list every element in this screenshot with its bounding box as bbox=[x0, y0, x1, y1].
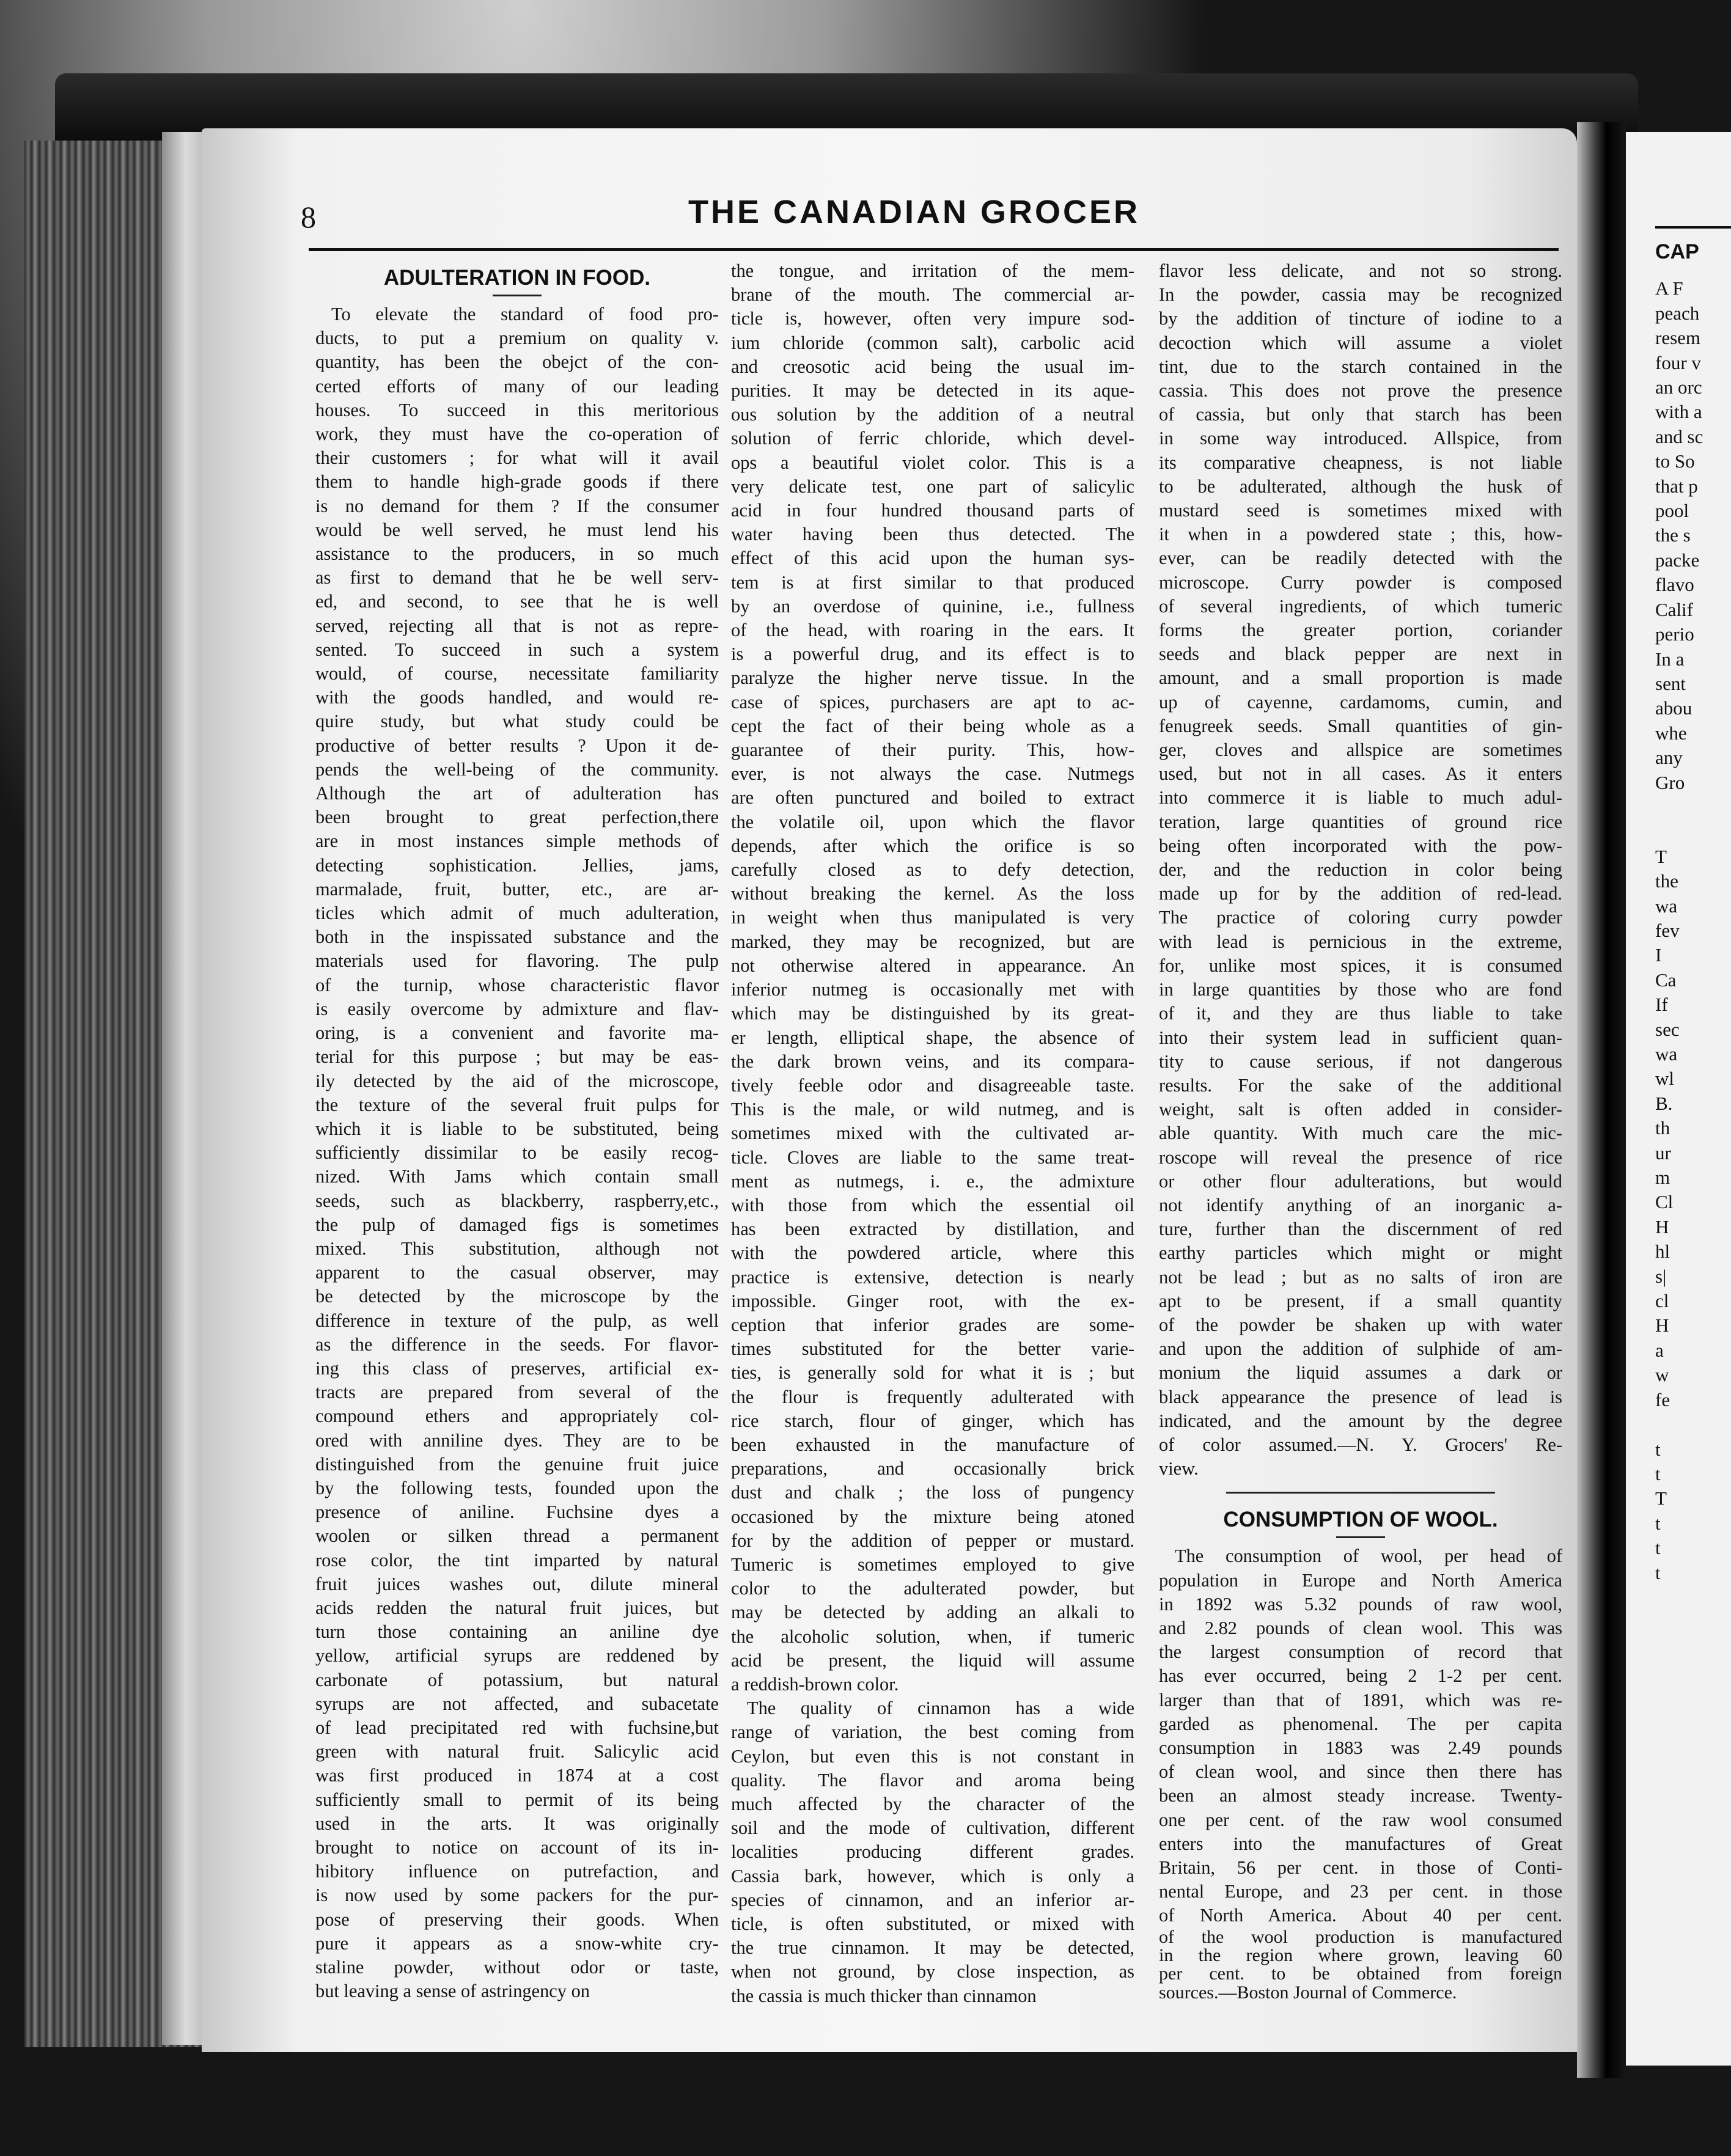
adjacent-page-line: H bbox=[1655, 1216, 1669, 1238]
adjacent-page-line: w bbox=[1655, 1364, 1669, 1386]
text-line: and 2.82 pounds of clean wool. This was bbox=[1159, 1617, 1562, 1638]
column-2-text bbox=[731, 259, 1134, 2008]
adjacent-page-line: wa bbox=[1655, 1043, 1678, 1065]
page-number: 8 bbox=[301, 200, 316, 234]
adjacent-page-line: that p bbox=[1655, 475, 1698, 497]
text-line: ever, can be readily detected with the bbox=[1159, 548, 1562, 569]
text-line: the largest consumption of record that bbox=[1159, 1641, 1562, 1663]
text-line: ticle is, however, often very impure sod- bbox=[731, 308, 1134, 329]
text-line: of clean wool, and since then there has bbox=[1159, 1761, 1562, 1783]
adjacent-page-line: ur bbox=[1655, 1142, 1671, 1164]
text-line: carbonate of potassium, but natural bbox=[315, 1669, 719, 1690]
text-line: ily detected by the aid of the microscope, bbox=[315, 1070, 719, 1091]
text-line: very delicate test, one part of salicylic bbox=[731, 475, 1134, 497]
text-line: is no demand for them ? If the consumer bbox=[315, 495, 719, 516]
text-line: mixed. This substitution, although not bbox=[315, 1238, 719, 1259]
text-line: acids redden the natural fruit juices, but bbox=[315, 1597, 719, 1618]
masthead-title: THE CANADIAN GROCER bbox=[688, 194, 1141, 230]
text-line: ties, is generally sold for what it is ; but bbox=[731, 1362, 1134, 1384]
text-line: effect of this acid upon the human sys- bbox=[731, 548, 1134, 569]
text-line: ops a beautiful violet color. This is a bbox=[731, 452, 1134, 473]
text-line: distinguished from the genuine fruit juice bbox=[315, 1453, 719, 1475]
adjacent-page-header-rule bbox=[1655, 226, 1731, 229]
text-line: of the powder be shaken up with water bbox=[1159, 1314, 1562, 1335]
adjacent-page-line: T bbox=[1655, 845, 1667, 867]
adjacent-page-line: perio bbox=[1655, 623, 1694, 645]
text-line: depends, after which the orifice is so bbox=[731, 835, 1134, 856]
text-line: much affected by the character of the bbox=[731, 1794, 1134, 1814]
text-line: would be well served, he must lend his bbox=[315, 519, 719, 540]
text-line: in weight when thus manipulated is very bbox=[731, 907, 1134, 928]
text-line: ture, further than the discernment of red bbox=[1159, 1219, 1562, 1240]
adjacent-page-line: t bbox=[1655, 1462, 1661, 1484]
text-line: The practice of coloring curry powder bbox=[1159, 907, 1562, 928]
text-line: er length, elliptical shape, the absence of bbox=[731, 1027, 1134, 1048]
text-line: in the region where grown, leaving 60 bbox=[1159, 1945, 1562, 1966]
text-line: able quantity. With much care the mic- bbox=[1159, 1123, 1562, 1144]
text-line: preparations, and occasionally brick bbox=[731, 1458, 1134, 1480]
text-line: carefully closed as to defy detection, bbox=[731, 859, 1134, 881]
text-line: without breaking the kernel. As the loss bbox=[731, 883, 1134, 904]
text-line: detecting sophistication. Jellies, jams, bbox=[315, 854, 719, 876]
adjacent-page-line: T bbox=[1655, 1487, 1667, 1509]
text-line: This is the male, or wild nutmeg, and is bbox=[731, 1099, 1134, 1120]
adjacent-page-line: flavo bbox=[1655, 574, 1694, 596]
text-line: the cassia is much thicker than cinnamon bbox=[731, 1985, 1037, 2006]
text-line: apt to be present, if a small quantity bbox=[1159, 1290, 1562, 1311]
text-line: view. bbox=[1159, 1458, 1199, 1480]
adjacent-page-line: hl bbox=[1655, 1241, 1670, 1263]
text-line: ticle, is often substituted, or mixed with bbox=[731, 1913, 1134, 1935]
text-line: was first produced in 1874 at a cost bbox=[315, 1765, 719, 1786]
text-line: used, but not in all cases. As it enters bbox=[1159, 763, 1562, 785]
text-line: into commerce it is liable to much adul- bbox=[1159, 787, 1562, 809]
text-line: of North America. About 40 per cent. bbox=[1159, 1905, 1562, 1926]
text-line: is a powerful drug, and its effect is to bbox=[731, 644, 1134, 665]
text-line: which may be distinguished by its great- bbox=[731, 1003, 1134, 1024]
text-line: them to handle high-grade goods if there bbox=[315, 471, 719, 493]
text-line: has ever occurred, being 2 1-2 per cent. bbox=[1159, 1665, 1562, 1687]
text-line: seeds and black pepper are next in bbox=[1159, 644, 1562, 665]
text-line: To elevate the standard of food pro- bbox=[331, 304, 719, 324]
text-line: with the goods handled, and would re- bbox=[315, 687, 719, 708]
text-line: ever, is not always the case. Nutmegs bbox=[731, 763, 1134, 785]
text-line: decoction which will assume a violet bbox=[1159, 332, 1562, 353]
adjacent-page-line bbox=[1655, 795, 1731, 820]
text-line: sufficiently small to permit of its being bbox=[315, 1789, 719, 1810]
text-line: to be adulterated, although the husk of bbox=[1159, 475, 1562, 497]
text-line: used in the arts. It was originally bbox=[315, 1813, 719, 1834]
text-line: quality. The flavor and aroma being bbox=[731, 1769, 1134, 1791]
text-line: pends the well-being of the community. bbox=[315, 758, 719, 780]
text-line: black appearance the presence of lead is bbox=[1159, 1386, 1562, 1407]
text-line: times substituted for the better varie- bbox=[731, 1338, 1134, 1360]
text-line: water having been thus detected. The bbox=[731, 524, 1134, 545]
text-line: tively feeble odor and disagreeable taste. bbox=[731, 1074, 1134, 1096]
text-line: houses. To succeed in this meritorious bbox=[315, 399, 719, 420]
article-title-wool: CONSUMPTION OF WOOL. bbox=[1223, 1508, 1498, 1532]
text-line: as the difference in the seeds. For flavor- bbox=[315, 1333, 719, 1355]
text-line: syrups are not affected, and subacetate bbox=[315, 1693, 719, 1714]
title-dash bbox=[493, 295, 542, 296]
text-line: presence of aniline. Fuchsine dyes a bbox=[315, 1502, 719, 1523]
text-line: of the wool production is manufactured bbox=[1159, 1926, 1562, 1947]
adjacent-page-line: packe bbox=[1655, 549, 1700, 571]
text-line: but leaving a sense of astringency on bbox=[315, 1981, 590, 2002]
text-line: with the powdered article, where this bbox=[731, 1242, 1134, 1264]
text-line: of color assumed.—N. Y. Grocers' Re- bbox=[1159, 1434, 1562, 1455]
text-line: der, and the reduction in color being bbox=[1159, 859, 1562, 881]
text-line: the volatile oil, upon which the flavor bbox=[731, 811, 1134, 832]
text-line: localities producing different grades. bbox=[731, 1841, 1134, 1863]
text-line: tity to cause serious, if not dangerous bbox=[1159, 1050, 1562, 1072]
text-line: weight, salt is often added in consider- bbox=[1159, 1099, 1562, 1120]
header-rule bbox=[309, 248, 1559, 251]
text-line: ticles which admit of much adulteration, bbox=[315, 903, 719, 924]
text-line: or other flour adulterations, but would bbox=[1159, 1170, 1562, 1192]
text-line: apparent to the casual observer, may bbox=[315, 1262, 719, 1283]
adjacent-page-line: an orc bbox=[1655, 376, 1702, 398]
text-line: pose of preserving their goods. When bbox=[315, 1909, 719, 1930]
text-line: of it, and they are thus liable to take bbox=[1159, 1003, 1562, 1024]
text-line: species of cinnamon, and an inferior ar- bbox=[731, 1889, 1134, 1910]
text-line: when not ground, by close inspection, as bbox=[731, 1961, 1134, 1982]
text-line: green with natural fruit. Salicylic acid bbox=[315, 1741, 719, 1762]
adjacent-page-line: B. bbox=[1655, 1092, 1673, 1114]
text-line: is now used by some packers for the pur- bbox=[315, 1885, 719, 1906]
text-line: for by the addition of pepper or mustard. bbox=[731, 1530, 1134, 1551]
text-line: by an overdose of quinine, i.e., fullness bbox=[731, 595, 1134, 617]
text-line: cassia. This does not prove the presence bbox=[1159, 380, 1562, 402]
text-line: microscope. Curry powder is composed bbox=[1159, 571, 1562, 593]
text-line: pure it appears as a snow-white cry- bbox=[315, 1932, 719, 1954]
text-line: nized. With Jams which contain small bbox=[315, 1166, 719, 1187]
text-line: the tongue, and irritation of the mem- bbox=[731, 260, 1134, 281]
text-line: as first to demand that he be well serv- bbox=[315, 567, 719, 588]
adjacent-page-line: Gro bbox=[1655, 771, 1685, 793]
text-line: case of spices, purchasers are apt to ac- bbox=[731, 691, 1134, 713]
text-line: may be detected by adding an alkali to bbox=[731, 1602, 1134, 1623]
text-line: indicated, and the amount by the degree bbox=[1159, 1410, 1562, 1431]
adjacent-page-line: the s bbox=[1655, 524, 1691, 546]
text-line: inferior nutmeg is occasionally met with bbox=[731, 979, 1134, 1000]
text-line: ium chloride (common salt), carbolic acid bbox=[731, 332, 1134, 353]
text-line: sometimes mixed with the cultivated ar- bbox=[731, 1123, 1134, 1144]
text-line: ment as nutmegs, i. e., the admixture bbox=[731, 1170, 1134, 1192]
column-1 bbox=[315, 259, 719, 2003]
text-line: marked, they may be recognized, but are bbox=[731, 931, 1134, 952]
text-line: the dark brown veins, and its compara- bbox=[731, 1050, 1134, 1072]
adjacent-page-line: m bbox=[1655, 1167, 1670, 1189]
text-line: occasioned by the mixture being atoned bbox=[731, 1506, 1134, 1527]
text-line: Ceylon, but even this is not constant in bbox=[731, 1745, 1134, 1767]
text-line: ed, and second, to see that he is well bbox=[315, 591, 719, 612]
text-line: the true cinnamon. It may be detected, bbox=[731, 1937, 1134, 1959]
adjacent-page-line bbox=[1655, 820, 1731, 844]
text-line: with lead is pernicious in the extreme, bbox=[1159, 931, 1562, 952]
text-line: Tumeric is sometimes employed to give bbox=[731, 1553, 1134, 1575]
adjacent-page-line: t bbox=[1655, 1512, 1661, 1534]
text-line: productive of better results ? Upon it de- bbox=[315, 735, 719, 756]
text-line: which it is liable to be substituted, being bbox=[315, 1118, 719, 1139]
book-gutter bbox=[1577, 122, 1626, 2078]
text-line: population in Europe and North America bbox=[1159, 1569, 1562, 1591]
adjacent-page-heading: CAP bbox=[1655, 240, 1699, 263]
adjacent-page-column bbox=[1655, 240, 1731, 2048]
text-line: turn those containing an aniline dye bbox=[315, 1621, 719, 1643]
adjacent-page-line: peach bbox=[1655, 302, 1700, 324]
adjacent-page-line: pool bbox=[1655, 500, 1689, 522]
text-line: flavor less delicate, and not so strong. bbox=[1159, 260, 1562, 281]
adjacent-page-line: fe bbox=[1655, 1388, 1670, 1410]
text-line: of lead precipitated red with fuchsine,but bbox=[315, 1717, 719, 1738]
text-line: the flour is frequently adulterated with bbox=[731, 1386, 1134, 1407]
adjacent-page-line: t bbox=[1655, 1438, 1661, 1460]
text-line: monium the liquid assumes a dark or bbox=[1159, 1362, 1562, 1384]
text-line: are often punctured and boiled to extract bbox=[731, 787, 1134, 809]
text-line: ducts, to put a premium on quality v. bbox=[315, 328, 719, 349]
text-line: the pulp of damaged figs is sometimes bbox=[315, 1214, 719, 1235]
text-line: enters into the manufactures of Great bbox=[1159, 1833, 1562, 1854]
column-3-text-b bbox=[1159, 1544, 1562, 2002]
adjacent-page-line: t bbox=[1655, 1561, 1661, 1583]
text-line: up of cayenne, cardamoms, cumin, and bbox=[1159, 691, 1562, 713]
text-line: been an almost steady increase. Twenty- bbox=[1159, 1785, 1562, 1806]
text-line: acid be present, the liquid will assume bbox=[731, 1649, 1134, 1671]
text-line: results. For the sake of the additional bbox=[1159, 1074, 1562, 1096]
adjacent-page-line: t bbox=[1655, 1537, 1661, 1559]
adjacent-page-line: sec bbox=[1655, 1018, 1680, 1040]
text-line: impossible. Ginger root, with the ex- bbox=[731, 1290, 1134, 1311]
text-line: in 1892 was 5.32 pounds of raw wool, bbox=[1159, 1593, 1562, 1615]
page-fore-edge bbox=[162, 132, 205, 2045]
text-line: hibitory influence on putrefaction, and bbox=[315, 1861, 719, 1882]
text-line: dust and chalk ; the loss of pungency bbox=[731, 1482, 1134, 1503]
text-line: served, rejecting all that is not as repre- bbox=[315, 615, 719, 636]
text-line: not identify anything of an inorganic a- bbox=[1159, 1194, 1562, 1216]
text-line: nental Europe, and 23 per cent. in those bbox=[1159, 1881, 1562, 1902]
text-line: forms the greater portion, coriander bbox=[1159, 620, 1562, 641]
text-line: seeds, such as blackberry, raspberry,etc., bbox=[315, 1190, 719, 1211]
adjacent-page-line: th bbox=[1655, 1117, 1670, 1139]
text-line: a reddish-brown color. bbox=[731, 1673, 899, 1695]
text-line: assistance to the producers, in so much bbox=[315, 543, 719, 565]
adjacent-page-line: with a bbox=[1655, 401, 1702, 423]
text-line: ous solution by the addition of a neutral bbox=[731, 404, 1134, 425]
adjacent-page-line: any bbox=[1655, 747, 1683, 769]
text-line: been exhausted in the manufacture of bbox=[731, 1434, 1134, 1455]
adjacent-page-line: and sc bbox=[1655, 425, 1703, 447]
text-line: paralyze the higher nerve tissue. In the bbox=[731, 667, 1134, 689]
adjacent-page-line: abou bbox=[1655, 697, 1692, 719]
text-line: quantity, has been the obejct of the con- bbox=[315, 351, 719, 373]
text-line: solution of ferric chloride, which devel- bbox=[731, 428, 1134, 449]
column-3 bbox=[1159, 259, 1562, 2002]
adjacent-page-line: A F bbox=[1655, 277, 1683, 299]
text-line: range of variation, the best coming from bbox=[731, 1722, 1134, 1743]
text-line: amount, and a small proportion is made bbox=[1159, 667, 1562, 689]
adjacent-page-line: cl bbox=[1655, 1290, 1669, 1312]
text-line: not otherwise altered in appearance. An bbox=[731, 955, 1134, 976]
text-line: of the head, with roaring in the ears. It bbox=[731, 620, 1134, 641]
text-line: not be lead ; but as no salts of iron are bbox=[1159, 1266, 1562, 1288]
adjacent-page-line: Ca bbox=[1655, 969, 1677, 991]
text-line: brought to notice on account of its in- bbox=[315, 1837, 719, 1858]
adjacent-page-lines bbox=[1655, 276, 1731, 1585]
text-line: in large quantities by those who are fond bbox=[1159, 979, 1562, 1000]
text-line: of the turnip, whose characteristic flavor bbox=[315, 974, 719, 996]
text-line: and upon the addition of sulphide of am- bbox=[1159, 1338, 1562, 1360]
text-line: is easily overcome by admixture and flav- bbox=[315, 998, 719, 1019]
adjacent-page-line: I bbox=[1655, 944, 1662, 966]
text-line: rice starch, flour of ginger, which has bbox=[731, 1410, 1134, 1431]
text-line: has been extracted by distillation, and bbox=[731, 1219, 1134, 1240]
text-line: In the powder, cassia may be recognized bbox=[1159, 284, 1562, 306]
adjacent-page-line: fev bbox=[1655, 919, 1680, 941]
text-line: The consumption of wool, per head of bbox=[1175, 1546, 1562, 1567]
text-line: garded as phenomenal. The per capita bbox=[1159, 1713, 1562, 1734]
text-line: teration, large quantities of ground rice bbox=[1159, 811, 1562, 832]
article-title-adulteration: ADULTERATION IN FOOD. bbox=[383, 266, 651, 290]
text-line: ger, cloves and allspice are sometimes bbox=[1159, 739, 1562, 761]
text-line: Cassia bark, however, which is only a bbox=[731, 1865, 1134, 1887]
adjacent-page-line: H bbox=[1655, 1314, 1669, 1336]
text-line: their customers ; for what will it avail bbox=[315, 447, 719, 469]
text-line: it when in a powdered state ; this, how- bbox=[1159, 524, 1562, 545]
text-line: compound ethers and appropriately col- bbox=[315, 1406, 719, 1427]
text-line: of several ingredients, of which tumeric bbox=[1159, 595, 1562, 617]
text-line: sented. To succeed in such a system bbox=[315, 639, 719, 660]
text-line: difference in texture of the pulp, as well bbox=[315, 1310, 719, 1331]
text-line: cept the fact of their being whole as a bbox=[731, 715, 1134, 736]
text-line: The quality of cinnamon has a wide bbox=[747, 1698, 1134, 1719]
text-line: would, of course, necessitate familiarity bbox=[315, 663, 719, 684]
text-line: mustard seed is sometimes mixed with bbox=[1159, 500, 1562, 521]
text-line: larger than that of 1891, which was re- bbox=[1159, 1689, 1562, 1711]
text-line: practice is extensive, detection is nearly bbox=[731, 1266, 1134, 1288]
adjacent-page-line: sent bbox=[1655, 672, 1686, 694]
text-line: per cent. to be obtained from foreign bbox=[1159, 1964, 1562, 1984]
text-line: marmalade, fruit, butter, etc., are ar- bbox=[315, 878, 719, 900]
adjacent-page-line: whe bbox=[1655, 722, 1687, 744]
text-line: for, unlike most spices, it is consumed bbox=[1159, 955, 1562, 976]
text-line: woolen or silken thread a permanent bbox=[315, 1525, 719, 1547]
text-line: and creosotic acid being the usual im- bbox=[731, 356, 1134, 377]
adjacent-page-line: resem bbox=[1655, 327, 1701, 349]
adjacent-page-line: wl bbox=[1655, 1068, 1674, 1090]
text-line: sufficiently dissimilar to be easily recog- bbox=[315, 1142, 719, 1164]
text-line: fenugreek seeds. Small quantities of gin- bbox=[1159, 715, 1562, 736]
text-line: with those from which the essential oil bbox=[731, 1194, 1134, 1216]
text-line: tem is at first similar to that produced bbox=[731, 571, 1134, 593]
text-line: brane of the mouth. The commercial ar- bbox=[731, 284, 1134, 306]
text-line: materials used for flavoring. The pulp bbox=[315, 950, 719, 972]
text-line: by the addition of tincture of iodine to a bbox=[1159, 308, 1562, 329]
text-line: in some way introduced. Allspice, from bbox=[1159, 428, 1562, 449]
text-line: rose color, the tint imparted by natural bbox=[315, 1549, 719, 1571]
text-line: of cassia, but only that starch has been bbox=[1159, 404, 1562, 425]
text-line: been brought to great perfection,there bbox=[315, 807, 719, 828]
text-line: certed efforts of many of our leading bbox=[315, 375, 719, 397]
adjacent-page-line: Cl bbox=[1655, 1191, 1674, 1213]
title-dash bbox=[1336, 1536, 1385, 1538]
adjacent-page-line: Calif bbox=[1655, 598, 1693, 620]
column-3-text-a bbox=[1159, 259, 1562, 1481]
adjacent-page-line bbox=[1655, 1412, 1731, 1437]
text-line: its comparative cheapness, is not liable bbox=[1159, 452, 1562, 473]
text-line: roscope will reveal the presence of rice bbox=[1159, 1146, 1562, 1168]
adjacent-page-line: four v bbox=[1655, 351, 1701, 373]
text-line: be detected by the microscope by the bbox=[315, 1286, 719, 1307]
text-line: terial for this purpose ; but may be eas- bbox=[315, 1046, 719, 1068]
text-line: guarantee of their purity. This, how- bbox=[731, 739, 1134, 761]
column-1-text bbox=[315, 302, 719, 2003]
adjacent-page-line: wa bbox=[1655, 895, 1678, 917]
text-line: sources.—Boston Journal of Commerce. bbox=[1159, 1982, 1457, 2003]
text-line: fruit juices washes out, dilute mineral bbox=[315, 1573, 719, 1594]
text-line: made up for by the addition of red-lead. bbox=[1159, 883, 1562, 904]
text-line: the texture of the several fruit pulps for bbox=[315, 1094, 719, 1115]
text-line: earthy particles which might or might bbox=[1159, 1242, 1562, 1264]
text-line: are in most instances simple methods of bbox=[315, 831, 719, 852]
column-2 bbox=[731, 259, 1134, 2008]
text-line: by the following tests, founded upon the bbox=[315, 1477, 719, 1498]
adjacent-page-line: In a bbox=[1655, 648, 1685, 670]
adjacent-page-line: If bbox=[1655, 994, 1668, 1016]
article-separator-rule bbox=[1226, 1492, 1495, 1494]
adjacent-page-line: to So bbox=[1655, 450, 1695, 472]
text-line: ored with anniline dyes. They are to be bbox=[315, 1429, 719, 1451]
text-line: yellow, artificial syrups are reddened by bbox=[315, 1645, 719, 1667]
text-line: Britain, 56 per cent. in those of Conti- bbox=[1159, 1857, 1562, 1878]
text-line: color to the adulterated powder, but bbox=[731, 1578, 1134, 1599]
adjacent-page-line: the bbox=[1655, 870, 1678, 892]
text-line: one per cent. of the raw wool consumed bbox=[1159, 1809, 1562, 1830]
text-line: acid in four hundred thousand parts of bbox=[731, 500, 1134, 521]
adjacent-page-line: s| bbox=[1655, 1265, 1667, 1287]
text-line: consumption in 1883 was 2.49 pounds bbox=[1159, 1737, 1562, 1758]
text-line: staline powder, without odor or taste, bbox=[315, 1957, 719, 1978]
text-line: ing this class of preserves, artificial ex- bbox=[315, 1357, 719, 1379]
text-line: ticle. Cloves are liable to the same treat- bbox=[731, 1146, 1134, 1168]
text-line: work, they must have the co-operation of bbox=[315, 424, 719, 445]
text-line: into their system lead in sufficient quan- bbox=[1159, 1027, 1562, 1048]
text-line: ception that inferior grades are some- bbox=[731, 1314, 1134, 1335]
text-line: tint, due to the starch contained in the bbox=[1159, 356, 1562, 377]
text-line: being often incorporated with the pow- bbox=[1159, 835, 1562, 856]
text-line: both in the inspissated substance and the bbox=[315, 926, 719, 948]
text-line: Although the art of adulteration has bbox=[315, 783, 719, 804]
text-line: oring, is a convenient and favorite ma- bbox=[315, 1022, 719, 1044]
text-line: soil and the mode of cultivation, different bbox=[731, 1817, 1134, 1839]
text-line: purities. It may be detected in its aque- bbox=[731, 380, 1134, 402]
adjacent-page-line: a bbox=[1655, 1339, 1664, 1361]
text-line: quire study, but what study could be bbox=[315, 711, 719, 732]
text-line: the alcoholic solution, when, if tumeric bbox=[731, 1626, 1134, 1647]
text-line: tracts are prepared from several of the bbox=[315, 1382, 719, 1403]
